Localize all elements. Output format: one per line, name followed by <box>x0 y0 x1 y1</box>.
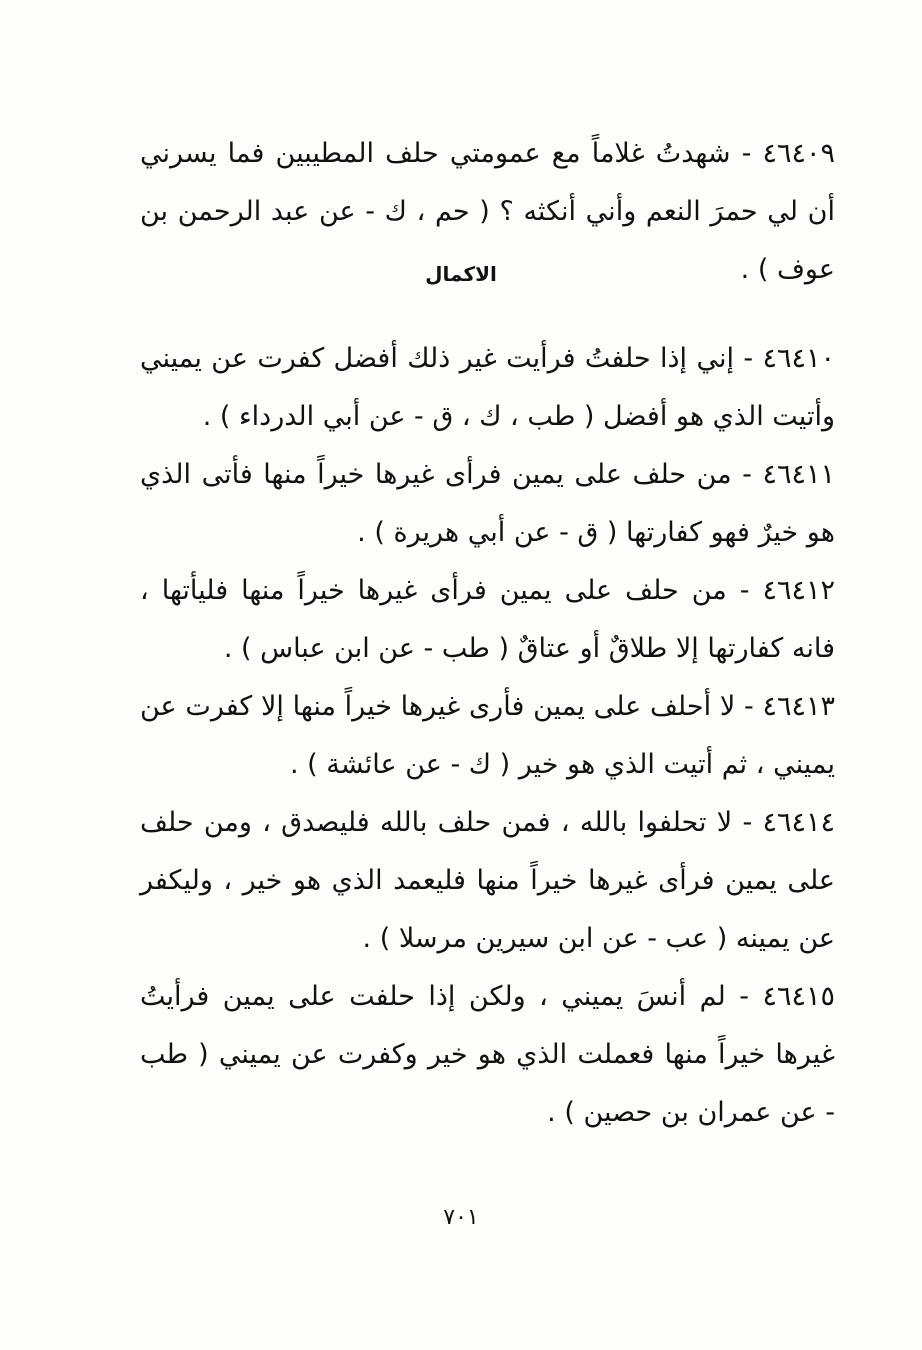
hadith-text: لا أحلف على يمين فأرى غيرها خيراً منها إلا كفرت عن يميني ، ثم أتيت الذي هو خير ( ك - عن عائشة ) . <box>140 691 835 780</box>
hadith-text: من حلف على يمين فرأى غيرها خيراً منها فليأتها ، فانه كفارتها إلا طلاقٌ أو عتاقٌ ( طب - عن ابن عباس ) . <box>140 575 835 664</box>
hadith-separator: - <box>735 691 763 722</box>
hadith-separator: - <box>731 459 763 490</box>
hadith-number: ٤٦٤١٥ <box>762 981 835 1012</box>
hadith-text: إني إذا حلفتُ فرأيت غير ذلك أفضل كفرت عن يميني وأتيت الذي هو أفضل ( طب ، ك ، ق - عن أبي الدرداء ) . <box>140 343 835 432</box>
page-number: ٧٠١ <box>443 1205 479 1230</box>
hadith-number: ٤٦٤١١ <box>762 459 835 490</box>
hadith-number: ٤٦٤١٤ <box>762 807 835 838</box>
hadith-text: شهدتُ غلاماً مع عمومتي حلف المطيبين فما يسرني أن لي حمرَ النعم وأني أنكثه ؟ ( حم ، ك - عن عبد الرحمن بن عوف ) . <box>140 138 835 285</box>
hadith-entry <box>140 794 835 968</box>
hadith-entry <box>140 968 835 1142</box>
hadith-separator: - <box>733 343 763 374</box>
hadith-entry <box>140 330 835 446</box>
hadith-separator: - <box>726 575 763 606</box>
hadith-text: لم أنسَ يميني ، ولكن إذا حلفت على يمين فرأيتُ غيرها خيراً منها فعملت الذي هو خير وكفرت عن يميني ( طب - عن عمران بن حصين ) . <box>140 981 835 1128</box>
hadith-separator: - <box>730 138 763 169</box>
hadith-number: ٤٦٤١٢ <box>762 575 835 606</box>
hadith-number: ٤٦٤١٠ <box>762 343 835 374</box>
hadith-entry <box>140 562 835 678</box>
hadith-number: ٤٦٤٠٩ <box>762 138 835 169</box>
hadith-entry <box>140 678 835 794</box>
hadith-text: من حلف على يمين فرأى غيرها خيراً منها فأتى الذي هو خيرٌ فهو كفارتها ( ق - عن أبي هريرة ) . <box>140 459 835 548</box>
hadith-text: لا تحلفوا بالله ، فمن حلف بالله فليصدق ، ومن حلف على يمين فرأى غيرها خيراً منها فليعمد الذي هو خير ، وليكفر عن يمينه ( عب - عن ابن سيرين مرسلا ) . <box>140 807 835 954</box>
hadith-entry <box>140 446 835 562</box>
hadith-list <box>140 330 835 1142</box>
hadith-separator: - <box>725 981 763 1012</box>
hadith-number: ٤٦٤١٣ <box>762 691 835 722</box>
hadith-separator: - <box>732 807 763 838</box>
section-heading: الاكمال <box>425 262 497 286</box>
